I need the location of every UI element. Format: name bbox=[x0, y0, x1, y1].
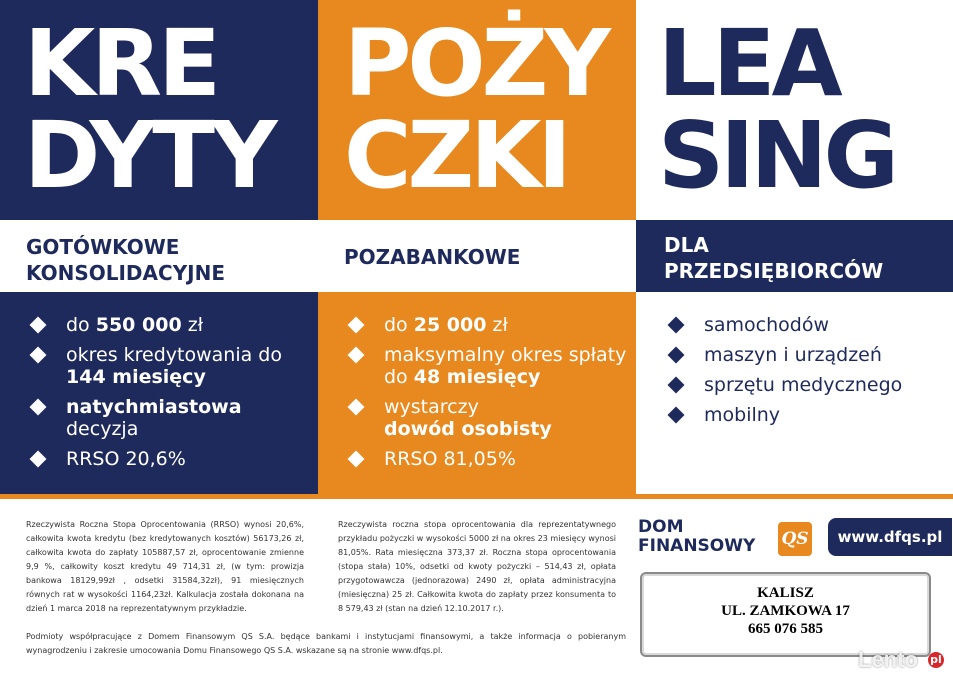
leasing-subtitle-line1: DLA bbox=[664, 233, 709, 257]
list-item: maszyn i urządzeń bbox=[666, 344, 902, 366]
column-leasing bbox=[636, 0, 953, 494]
diamond-bullet-icon bbox=[30, 347, 47, 364]
kredyty-subtitle bbox=[0, 220, 318, 292]
list-item: do 25 000 zł bbox=[346, 314, 636, 336]
qs-logo-icon: QS bbox=[778, 522, 812, 556]
leasing-subtitle-line2: PRZEDSIĘBIORCÓW bbox=[664, 259, 884, 283]
address-street: UL. ZAMKOWA 17 bbox=[721, 603, 850, 619]
pozyczki-features bbox=[318, 292, 636, 494]
kredyty-hero bbox=[0, 0, 318, 220]
diamond-bullet-icon bbox=[348, 317, 365, 334]
pozyczki-heading-line2: CZKI bbox=[344, 102, 568, 209]
pozyczki-subtitle-line1: POZABANKOWE bbox=[344, 245, 521, 269]
address-box bbox=[640, 572, 931, 657]
leasing-hero bbox=[636, 0, 953, 220]
column-kredyty bbox=[0, 0, 318, 494]
pozyczki-heading bbox=[344, 10, 607, 209]
diamond-bullet-icon bbox=[668, 377, 685, 394]
dom-finansowy-logo bbox=[638, 518, 818, 562]
leasing-heading-line1: LEA bbox=[658, 10, 839, 117]
diamond-bullet-icon bbox=[30, 317, 47, 334]
orange-divider bbox=[0, 494, 953, 499]
logo-line2: FINANSOWY bbox=[638, 536, 756, 556]
kredyty-heading-line1: KRE bbox=[24, 10, 217, 117]
kredyty-subtitle-line1: GOTÓWKOWE bbox=[26, 235, 180, 259]
pozyczki-heading-line1: POŻY bbox=[344, 10, 607, 117]
leasing-features bbox=[636, 292, 953, 494]
kredyty-subtitle-line2: KONSOLIDACYJNE bbox=[26, 261, 226, 285]
diamond-bullet-icon bbox=[348, 451, 365, 468]
leasing-heading-line2: SING bbox=[658, 102, 895, 209]
pozyczki-subtitle bbox=[318, 220, 636, 292]
partners-disclaimer: Podmioty współpracujące z Domem Finansowym QS S.A. będące bankami i instytucjami finansowymi, a także informacja o pobieranym wynagrodzeniu i zakresie umocowania Domu Finansowego QS S.A. wskazane są na stronie www.dfqs.pl. bbox=[26, 632, 626, 655]
leasing-subtitle bbox=[636, 220, 953, 292]
website-link[interactable]: www.dfqs.pl bbox=[828, 518, 952, 556]
kredyty-heading bbox=[24, 10, 274, 209]
diamond-bullet-icon bbox=[348, 347, 365, 364]
diamond-bullet-icon bbox=[348, 399, 365, 416]
pozyczki-hero bbox=[318, 0, 636, 220]
column-pozyczki bbox=[318, 0, 636, 494]
list-item: do 550 000 zł bbox=[28, 314, 318, 336]
kredyty-heading-line2: DYTY bbox=[24, 102, 274, 209]
diamond-bullet-icon bbox=[668, 347, 685, 364]
lento-watermark: Lento bbox=[858, 647, 918, 672]
leasing-heading bbox=[658, 10, 895, 209]
list-item: RRSO 81,05% bbox=[346, 448, 636, 470]
list-item: mobilny bbox=[666, 404, 902, 426]
diamond-bullet-icon bbox=[668, 317, 685, 334]
list-item: RRSO 20,6% bbox=[28, 448, 318, 470]
logo-line1: DOM bbox=[638, 517, 684, 537]
address-city: KALISZ bbox=[757, 585, 814, 601]
pozyczki-disclaimer: Rzeczywista roczna stopa oprocentowania dla reprezentatywnego przykładu pożyczki w wysokości 5000 zł na okres 23 miesięcy wynosi 81,05%. Rata miesięczna 373,37 zł. Roczna stopa oprocentowania (stopa stała) 10%, odsetki od kwoty pożyczki – 514,43 zł, opłata przygotowawcza (jednorazowa) 2490 zł, opłata administracyjna (miesięczna) 25 zł. Całkowita kwota do zapłaty przez konsumenta to 8 579,43 zł (stan na dzień 12.10.2017 r.). bbox=[338, 520, 616, 613]
list-item: okres kredytowania do 144 miesięcy bbox=[28, 344, 318, 388]
kredyty-features bbox=[0, 292, 318, 494]
kredyty-disclaimer: Rzeczywista Roczna Stopa Oprocentowania (RRSO) wynosi 20,6%, całkowita kwota kredytu (bez kredytowanych kosztów) 56173,26 zł, całkowita kwota do zapłaty 105887,57 zł, oprocentowanie zmienne 9,9 %, całkowity koszt kredytu 49 714,31 zł, (w tym: prowizja bankowa 18129,99zł , odsetki 31584,32zł), 91 miesięcznych równych rat w wysokości 1164,23zł. Kalkulacja została dokonana na dzień 1 marca 2018 na reprezentatywnym przykładzie. bbox=[26, 520, 304, 613]
address-phone: 665 076 585 bbox=[748, 621, 823, 637]
diamond-bullet-icon bbox=[30, 451, 47, 468]
list-item: maksymalny okres spłaty do 48 miesięcy bbox=[346, 344, 636, 388]
diamond-bullet-icon bbox=[30, 399, 47, 416]
list-item: wystarczy dowód osobisty bbox=[346, 396, 636, 440]
list-item: sprzętu medycznego bbox=[666, 374, 902, 396]
list-item: natychmiastowa decyzja bbox=[28, 396, 318, 440]
list-item: samochodów bbox=[666, 314, 902, 336]
lento-badge-icon: pl bbox=[928, 652, 944, 668]
diamond-bullet-icon bbox=[668, 407, 685, 424]
